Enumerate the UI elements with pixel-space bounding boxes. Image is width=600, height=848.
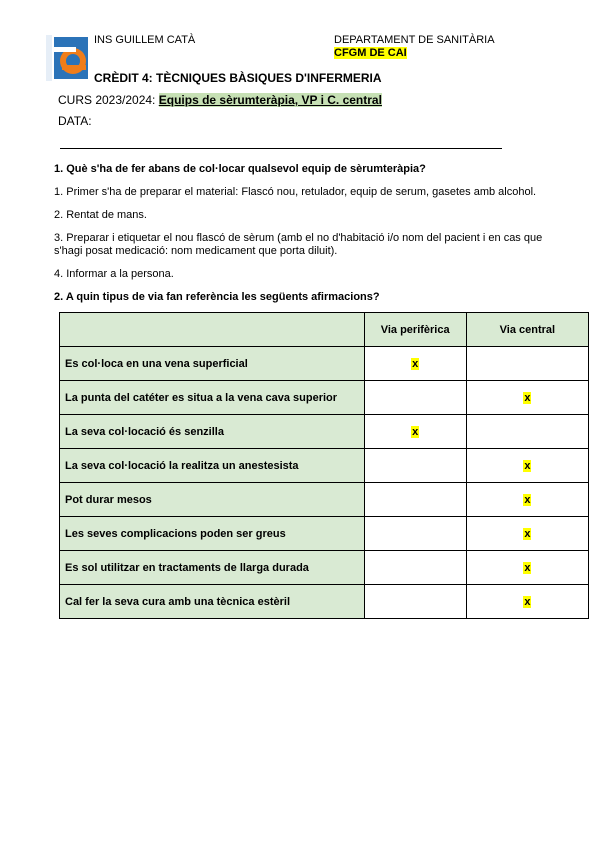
date-label: DATA: — [58, 114, 92, 128]
question-1: 1. Què s'ha de fer abans de col·locar qualsevol equip de sèrumteràpia? — [54, 163, 426, 175]
answer-1-4: 4. Informar a la persona. — [54, 268, 174, 280]
statement-cell: Cal fer la seva cura amb una tècnica estèril — [60, 585, 365, 619]
school-logo — [46, 35, 90, 81]
header-central: Via central — [466, 313, 588, 347]
central-cell — [466, 585, 588, 619]
table-row — [60, 483, 589, 517]
peripheral-cell — [364, 517, 466, 551]
table-row — [60, 551, 589, 585]
via-table — [59, 312, 589, 619]
peripheral-cell — [364, 483, 466, 517]
peripheral-cell — [364, 381, 466, 415]
statement-cell: Es sol utilitzar en tractaments de llarga durada — [60, 551, 365, 585]
statement-cell: Pot durar mesos — [60, 483, 365, 517]
central-mark: x — [524, 561, 531, 574]
school-name: INS GUILLEM CATÀ — [94, 34, 196, 46]
header-empty-cell — [60, 313, 365, 347]
central-mark: x — [524, 595, 531, 608]
course-topic: Equips de sèrumteràpia, VP i C. central — [158, 93, 382, 107]
central-cell — [466, 415, 588, 449]
answer-1-2: 2. Rentat de mans. — [54, 209, 147, 221]
table-row — [60, 381, 589, 415]
central-cell — [466, 551, 588, 585]
table-row — [60, 585, 589, 619]
central-mark: x — [524, 493, 531, 506]
table-row — [60, 449, 589, 483]
central-mark: x — [524, 391, 531, 404]
statement-cell: Es col·loca en una vena superficial — [60, 347, 365, 381]
course-line — [58, 93, 382, 107]
peripheral-cell — [364, 415, 466, 449]
header-peripheral: Via perifèrica — [364, 313, 466, 347]
peripheral-mark: x — [412, 357, 419, 370]
central-cell — [466, 381, 588, 415]
answer-1-3: 3. Preparar i etiquetar el nou flascó de sèrum (amb el no d'habitació i/o nom del pacient i en cas que s'hagi posat medicació: nom medicament que porta diluit). — [54, 232, 543, 257]
statement-cell: La punta del catéter es situa a la vena cava superior — [60, 381, 365, 415]
answer-1-1: 1. Primer s'ha de preparar el material: Flascó nou, retulador, equip de serum, gasetes amb alcohol. — [54, 186, 537, 198]
course-code-text: CFGM DE CAI — [334, 47, 407, 59]
central-mark: x — [524, 459, 531, 472]
department-name: DEPARTAMENT DE SANITÀRIA — [334, 34, 495, 46]
table-row — [60, 415, 589, 449]
question-2: 2. A quin tipus de via fan referència les següents afirmacions? — [54, 291, 380, 303]
central-cell — [466, 449, 588, 483]
table-row — [60, 517, 589, 551]
table-header-row — [60, 313, 589, 347]
peripheral-cell — [364, 551, 466, 585]
statement-cell: La seva col·locació la realitza un anestesista — [60, 449, 365, 483]
statement-cell: Les seves complicacions poden ser greus — [60, 517, 365, 551]
credit-title: CRÈDIT 4: TÈCNIQUES BÀSIQUES D'INFERMERIA — [94, 71, 382, 85]
course-code — [334, 47, 407, 59]
peripheral-cell — [364, 347, 466, 381]
table-row — [60, 347, 589, 381]
peripheral-cell — [364, 585, 466, 619]
statement-cell: La seva col·locació és senzilla — [60, 415, 365, 449]
peripheral-mark: x — [412, 425, 419, 438]
course-prefix: CURS 2023/2024: — [58, 93, 159, 107]
table-body — [60, 347, 589, 619]
central-cell — [466, 347, 588, 381]
central-cell — [466, 483, 588, 517]
central-mark: x — [524, 527, 531, 540]
central-cell — [466, 517, 588, 551]
peripheral-cell — [364, 449, 466, 483]
divider-line — [60, 148, 502, 149]
